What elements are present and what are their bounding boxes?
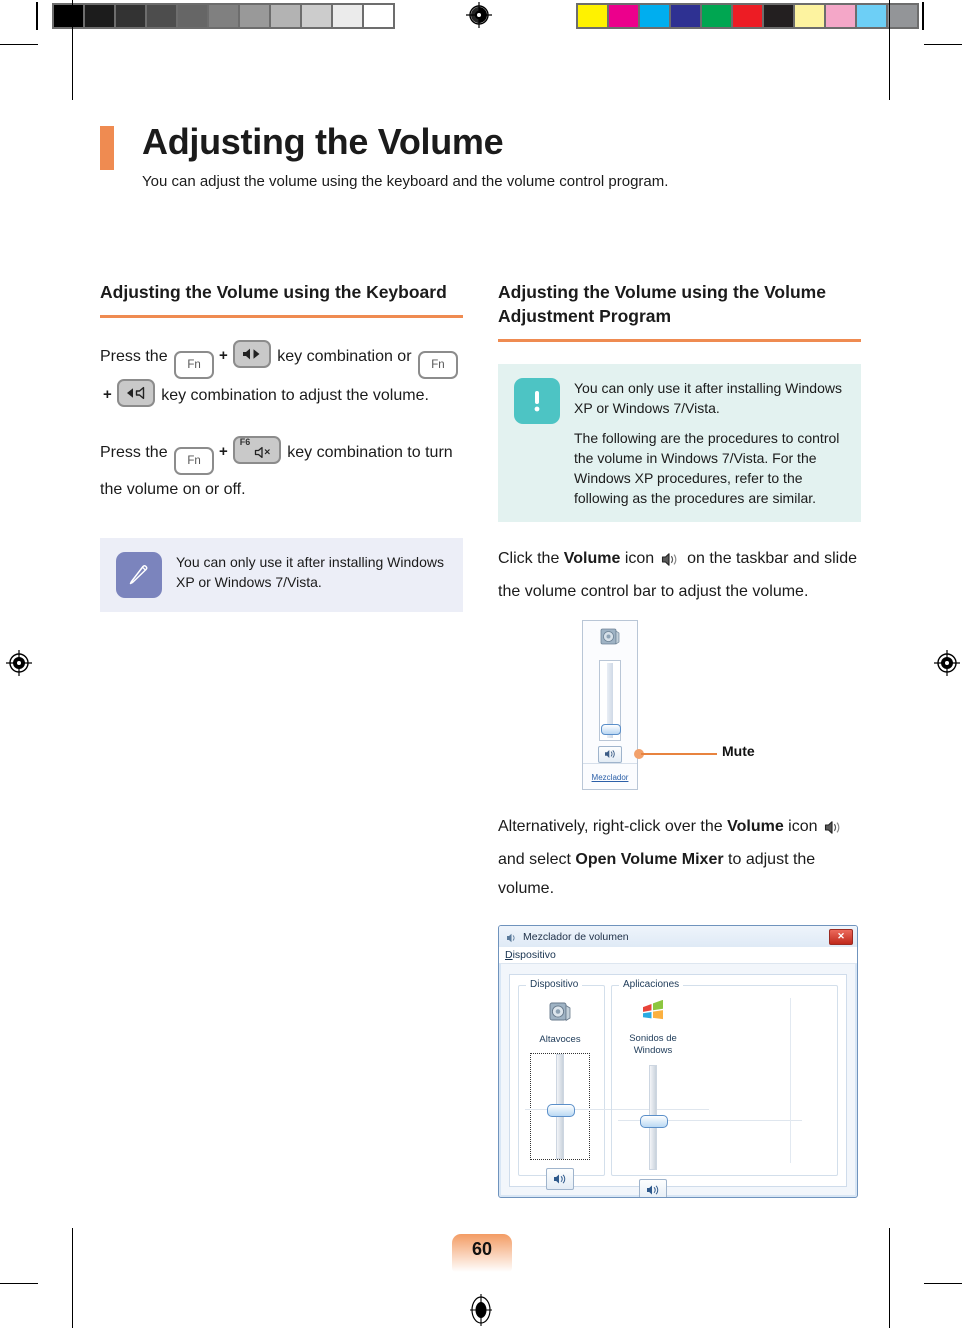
page-title: Adjusting the Volume [142, 121, 504, 162]
channel-sonidos-label: Sonidos de Windows [629, 1033, 677, 1056]
volume-slider-thumb[interactable] [601, 724, 621, 735]
right-column [498, 280, 861, 1198]
keyboard-instruction-paragraph-1 [100, 340, 463, 410]
key-fn-3: Fn [174, 447, 214, 475]
menu-item-dispositivo-rest: ispositivo [512, 949, 556, 961]
volume-popup-figure [498, 620, 861, 796]
key-volume-up [233, 340, 271, 368]
menu-item-dispositivo[interactable] [505, 949, 556, 961]
exclamation-caution-icon [514, 378, 560, 424]
caution-box-text-wrap [574, 378, 845, 508]
key-fn-2: Fn [418, 351, 458, 379]
volume-mixer-figure [498, 925, 861, 1198]
group-dispositivo [518, 979, 605, 1176]
mute-callout-label: Mute [722, 743, 755, 759]
windows-logo-icon [640, 1000, 666, 1030]
page-subtitle: You can adjust the volume using the keyboard and the volume control program. [142, 173, 669, 190]
mixer-link-row[interactable] [583, 763, 637, 789]
channel-altavoces-label: Altavoces [539, 1034, 581, 1045]
rpara1-part1: Click the [498, 550, 564, 567]
group-dispositivo-title: Dispositivo [526, 979, 582, 990]
speaker-volume-icon [661, 548, 681, 577]
caution-box-text-2: The following are the procedures to control the volume in Windows 7/Vista. For the Windows XP procedures, refer to the following as the procedures are similar. [574, 430, 840, 506]
group-aplicaciones [611, 979, 838, 1176]
altavoces-slider[interactable] [531, 1054, 589, 1159]
title-accent-bar [100, 126, 114, 170]
note-box-text-wrap [176, 552, 447, 598]
altavoces-slider-thumb[interactable] [547, 1104, 575, 1117]
volume-slider-track[interactable] [599, 660, 621, 741]
note-box-text: You can only use it after installing Windows XP or Windows 7/Vista. [176, 554, 444, 590]
mute-toggle-button[interactable] [598, 746, 622, 763]
speaker-device-icon [598, 627, 622, 654]
caution-box-text-1: You can only use it after installing Windows XP or Windows 7/Vista. [574, 380, 842, 416]
volume-mixer-icon [506, 931, 518, 943]
key-fn: Fn [174, 351, 214, 379]
plus-sign-3: + [219, 443, 228, 460]
rpara2-part1: Alternatively, right-click over the [498, 818, 728, 835]
section-heading-program: Adjusting the Volume using the Volume Adjustment Program [498, 282, 826, 326]
para1-text-part1: Press the [100, 348, 173, 365]
mixer-body [509, 974, 847, 1187]
rpara2-bold-open-mixer: Open Volume Mixer [575, 851, 724, 868]
plus-sign-2: + [103, 386, 112, 403]
key-f6-mute [233, 436, 281, 464]
key-volume-down [117, 379, 155, 407]
sonidos-slider-thumb[interactable] [640, 1115, 668, 1128]
program-instruction-paragraph-1 [498, 544, 861, 606]
page-header [100, 120, 860, 192]
group-aplicaciones-title: Aplicaciones [619, 979, 683, 990]
rpara1-part3: on the taskbar and slide the volume control bar to adjust the volume. [498, 550, 857, 600]
program-instruction-paragraph-2 [498, 812, 861, 903]
speaker-volume-down-icon [119, 381, 153, 405]
sonidos-mute-button[interactable] [639, 1179, 667, 1198]
rpara1-part2: icon [620, 550, 659, 567]
channel-altavoces [522, 1000, 598, 1190]
page-number-badge [452, 1234, 512, 1272]
sonidos-slider[interactable] [624, 1065, 682, 1170]
mixer-menu-bar [499, 947, 857, 964]
volume-mixer-window [498, 925, 858, 1198]
key-f6-label: F6 [239, 437, 251, 447]
caution-box-program [498, 364, 861, 522]
para1-text-part2: key combination or [272, 348, 416, 365]
rpara2-part2: icon [783, 818, 822, 835]
pencil-note-icon [116, 552, 162, 598]
page-number: 60 [471, 1239, 493, 1259]
apps-divider [790, 998, 791, 1163]
rpara2-bold-volume: Volume [727, 818, 784, 835]
left-column [100, 280, 463, 612]
section-heading-keyboard: Adjusting the Volume using the Keyboard [100, 282, 447, 302]
keyboard-instruction-paragraph-2 [100, 436, 463, 504]
plus-sign: + [219, 347, 228, 364]
close-window-button[interactable]: ✕ [829, 929, 853, 945]
menu-accel-letter: D [505, 949, 513, 961]
mixer-title-bar [499, 926, 857, 947]
speaker-mute-icon [235, 438, 279, 462]
rpara2-part4: to adjust the volume. [498, 851, 816, 897]
para2-text-part1: Press the [100, 444, 173, 461]
mixer-window-title: Mezclador de volumen [523, 930, 629, 943]
para1-text-part3: key combination to adjust the volume. [156, 387, 429, 404]
volume-popup-window [582, 620, 638, 790]
mute-callout-leader-line [641, 753, 717, 755]
altavoces-mute-button[interactable] [546, 1168, 574, 1190]
speaker-volume-icon-2 [824, 816, 844, 845]
speaker-device-icon-2 [546, 1000, 574, 1031]
rpara2-part3: and select [498, 851, 576, 868]
para2-text-part2: key combination to turn the volume on or off. [100, 444, 453, 498]
channel-sonidos-de-windows [615, 1000, 691, 1198]
speaker-volume-up-icon [235, 342, 269, 366]
note-box-keyboard [100, 538, 463, 612]
rpara1-bold-volume: Volume [563, 550, 621, 567]
mixer-link-label[interactable]: Mezclador [591, 773, 629, 782]
